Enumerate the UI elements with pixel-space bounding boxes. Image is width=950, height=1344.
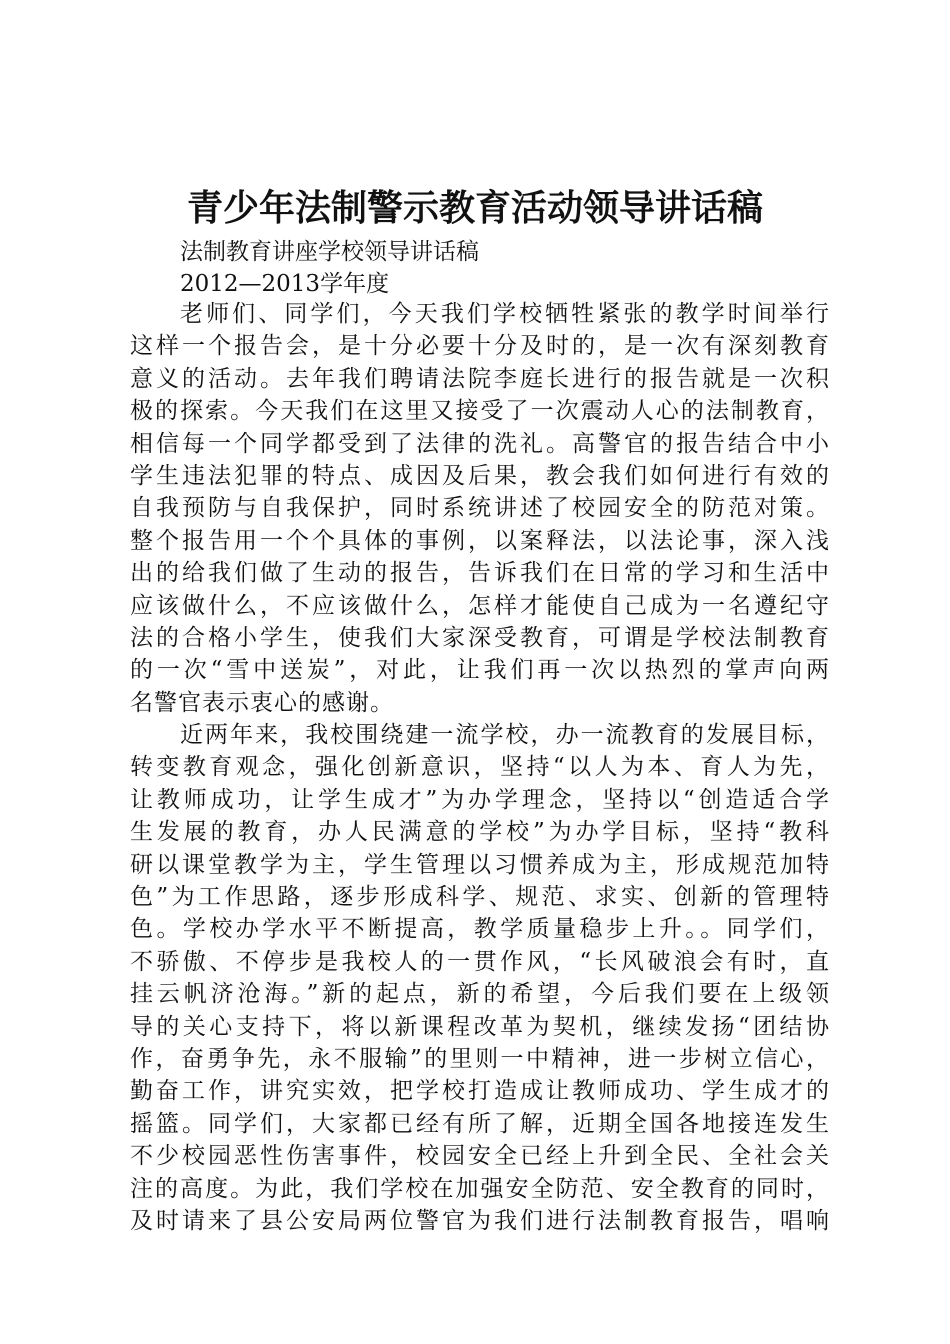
body-line: 出的给我们做了生动的报告，告诉我们在日常的学习和生活中 bbox=[130, 560, 830, 587]
body-line: 自我预防与自我保护，同时系统讲述了校园安全的防范对策。 bbox=[130, 495, 830, 522]
school-year: 2012—2013学年度 bbox=[180, 271, 390, 297]
body-line: 近两年来，我校围绕建一流学校，办一流教育的发展目标， bbox=[180, 722, 830, 749]
body-line: 色”为工作思路，逐步形成科学、规范、求实、创新的管理特 bbox=[130, 884, 830, 911]
body-line: 这样一个报告会，是十分必要十分及时的，是一次有深刻教育 bbox=[130, 333, 830, 360]
body-line: 老师们、同学们，今天我们学校牺牲紧张的教学时间举行 bbox=[180, 301, 830, 327]
body-line: 转变教育观念，强化创新意识，坚持“以人为本、育人为先， bbox=[130, 754, 830, 781]
body-line: 注的高度。为此，我们学校在加强安全防范、安全教育的同时， bbox=[130, 1175, 830, 1202]
body-line: 让教师成功，让学生成才”为办学理念，坚持以“创造适合学 bbox=[130, 786, 830, 813]
body-line: 勤奋工作，讲究实效，把学校打造成让教师成功、学生成才的 bbox=[130, 1078, 830, 1105]
body-line: 生发展的教育，办人民满意的学校”为办学目标，坚持“教科 bbox=[130, 819, 830, 846]
body-line: 挂云帆济沧海。”新的起点，新的希望，今后我们要在上级领 bbox=[130, 981, 830, 1008]
document-subtitle: 法制教育讲座学校领导讲话稿 bbox=[180, 239, 479, 265]
body-line: 摇篮。同学们，大家都已经有所了解，近期全国各地接连发生 bbox=[130, 1110, 830, 1137]
body-line: 学生违法犯罪的特点、成因及后果，教会我们如何进行有效的 bbox=[130, 462, 830, 489]
body-line: 不骄傲、不停步是我校人的一贯作风，“长风破浪会有时，直 bbox=[130, 948, 830, 975]
body-line: 研以课堂教学为主，学生管理以习惯养成为主，形成规范加特 bbox=[130, 851, 830, 878]
document-body bbox=[130, 298, 830, 1237]
body-line: 名警官表示衷心的感谢。 bbox=[130, 689, 394, 716]
body-line: 应该做什么，不应该做什么，怎样才能使自己成为一名遵纪守 bbox=[130, 592, 830, 619]
body-line: 导的关心支持下，将以新课程改革为契机，继续发扬“团结协 bbox=[130, 1013, 830, 1040]
body-line: 意义的活动。去年我们聘请法院李庭长进行的报告就是一次积 bbox=[130, 365, 830, 392]
body-line: 作，奋勇争先，永不服输”的里则一中精神，进一步树立信心， bbox=[130, 1045, 830, 1072]
body-line: 法的合格小学生，使我们大家深受教育，可谓是学校法制教育 bbox=[130, 624, 830, 651]
body-line: 整个报告用一个个具体的事例，以案释法，以法论事，深入浅 bbox=[130, 527, 830, 554]
body-line: 极的探索。今天我们在这里又接受了一次震动人心的法制教育， bbox=[130, 398, 830, 425]
body-line: 及时请来了县公安局两位警官为我们进行法制教育报告，唱响 bbox=[130, 1207, 830, 1234]
body-line: 的一次“雪中送炭”，对此，让我们再一次以热烈的掌声向两 bbox=[130, 657, 830, 684]
body-line: 不少校园恶性伤害事件，校园安全已经上升到全民、全社会关 bbox=[130, 1143, 830, 1170]
document-title: 青少年法制警示教育活动领导讲话稿 bbox=[186, 187, 763, 229]
body-line: 色。学校办学水平不断提高，教学质量稳步上升。。同学们， bbox=[130, 916, 830, 943]
body-line: 相信每一个同学都受到了法律的洗礼。高警官的报告结合中小 bbox=[130, 430, 830, 457]
